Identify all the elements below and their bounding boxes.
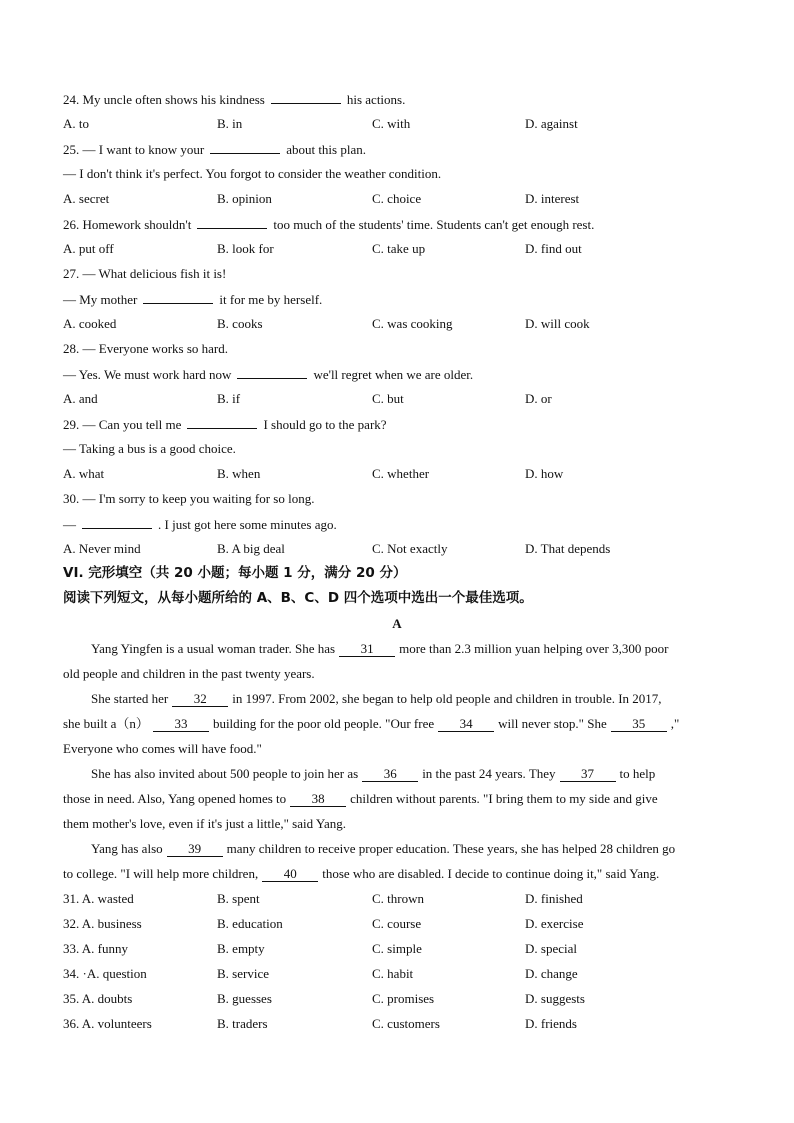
option-a: A. Never mind [63,541,141,556]
passage-line [63,766,751,782]
question-26-stem [63,216,594,232]
blank-33: 33 [153,716,209,732]
passage-text: Yang has also [91,841,163,856]
option-b: B. spent [217,891,260,906]
passage-line: them mother's love, even if it's just a little," said Yang. [63,816,346,831]
option-d: D. against [525,116,578,131]
question-text: 26. Homework shouldn't [63,217,192,232]
question-29-stem [63,416,387,432]
passage-line [63,791,723,807]
passage-text: in 1997. From 2002, she began to help old people and children in trouble. In 2017, [232,691,662,706]
passage-text: She has also invited about 500 people to join her as [91,766,359,781]
blank-39: 39 [167,841,223,857]
question-30-line1: 30. — I'm sorry to keep you waiting for so long. [63,491,315,506]
question-28-stem [63,366,473,382]
option-b: B. guesses [217,991,272,1006]
option-a: 35. A. doubts [63,991,133,1006]
passage-text: in the past 24 years. They [422,766,556,781]
blank-35: 35 [611,716,667,732]
option-d: D. change [525,966,578,981]
blank-31: 31 [339,641,395,657]
question-text: his actions. [346,92,406,107]
answer-blank [210,141,280,154]
option-a: 31. A. wasted [63,891,134,906]
option-b: B. empty [217,941,265,956]
question-text: about this plan. [286,142,366,157]
option-c: C. take up [372,241,426,256]
passage-text: those in need. Also, Yang opened homes to [63,791,287,806]
question-28-line1: 28. — Everyone works so hard. [63,341,228,356]
answer-blank [271,91,341,104]
section-instruction: 阅读下列短文，从每小题所给的 A、B、C、D 四个选项中选出一个最佳选项。 [63,590,533,606]
question-29-reply: — Taking a bus is a good choice. [63,441,236,456]
passage-line [63,841,751,857]
blank-32: 32 [172,691,228,707]
passage-text: she built a（n） [63,716,149,731]
passage-text: ," [670,716,680,731]
option-b: B. in [217,116,243,131]
passage-text: to college. "I will help more children, [63,866,259,881]
passage-line [63,641,751,657]
blank-40: 40 [262,866,318,882]
answer-blank [143,291,213,304]
passage-text: will never stop." She [498,716,607,731]
option-d: D. or [525,391,552,406]
option-d: D. interest [525,191,580,206]
option-b: B. traders [217,1016,268,1031]
question-text: we'll regret when we are older. [313,367,474,382]
question-24-stem [63,91,405,107]
question-text: . I just got here some minutes ago. [158,517,337,532]
option-b: B. cooks [217,316,263,331]
passage-line: Everyone who comes will have food." [63,741,262,756]
passage-text: those who are disabled. I decide to continue doing it," said Yang. [322,866,660,881]
option-a: 32. A. business [63,916,142,931]
passage-line [63,866,723,882]
passage-text: many children to receive proper education. These years, she has helped 28 children go [226,841,676,856]
option-d: D. That depends [525,541,611,556]
option-a: 36. A. volunteers [63,1016,152,1031]
option-b: B. when [217,466,261,481]
passage-text: more than 2.3 million yuan helping over 3,300 poor [399,641,669,656]
passage-text: She started her [91,691,169,706]
section-title: VI. 完形填空（共 20 小题；每小题 1 分，满分 20 分） [63,565,407,581]
question-27-stem [63,291,322,307]
question-text: it for me by herself. [219,292,323,307]
answer-blank [187,416,257,429]
option-a: A. to [63,116,89,131]
question-30-stem [63,516,337,532]
option-a: A. cooked [63,316,117,331]
question-text: — My mother [63,292,138,307]
option-c: C. whether [372,466,430,481]
answer-blank [197,216,267,229]
question-text: 25. — I want to know your [63,142,205,157]
question-27-line1: 27. — What delicious fish it is! [63,266,227,281]
option-b: B. service [217,966,269,981]
option-c: C. thrown [372,891,424,906]
option-a: A. what [63,466,105,481]
option-b: B. A big deal [217,541,285,556]
option-b: B. education [217,916,283,931]
option-c: C. was cooking [372,316,453,331]
option-c: C. simple [372,941,422,956]
option-b: B. if [217,391,241,406]
blank-34: 34 [438,716,494,732]
option-c: C. customers [372,1016,440,1031]
option-d: D. finished [525,891,583,906]
answer-blank [237,366,307,379]
passage-text: children without parents. "I bring them to my side and give [350,791,658,806]
question-text: 29. — Can you tell me [63,417,182,432]
option-c: C. but [372,391,404,406]
option-a: 34. ·A. question [63,966,147,981]
option-c: C. with [372,116,411,131]
passage-label: A [392,616,402,631]
question-text: — Yes. We must work hard now [63,367,232,382]
option-b: B. opinion [217,191,272,206]
question-text: I should go to the park? [263,417,387,432]
option-c: C. Not exactly [372,541,448,556]
option-d: D. how [525,466,564,481]
option-c: C. habit [372,966,414,981]
option-c: C. choice [372,191,422,206]
option-c: C. promises [372,991,435,1006]
option-d: D. will cook [525,316,590,331]
question-text: — [63,517,76,532]
option-d: D. special [525,941,577,956]
passage-text: building for the poor old people. "Our free [212,716,435,731]
passage-line [63,716,723,732]
option-c: C. course [372,916,422,931]
option-d: D. friends [525,1016,577,1031]
passage-line: old people and children in the past twenty years. [63,666,315,681]
question-25-stem [63,141,366,157]
option-a: A. secret [63,191,110,206]
question-25-reply: — I don't think it's perfect. You forgot to consider the weather condition. [63,166,442,181]
blank-38: 38 [290,791,346,807]
option-a: A. put off [63,241,114,256]
option-a: A. and [63,391,98,406]
option-d: D. exercise [525,916,584,931]
answer-blank [82,516,152,529]
option-b: B. look for [217,241,274,256]
passage-text: to help [619,766,656,781]
option-a: 33. A. funny [63,941,128,956]
question-text: 24. My uncle often shows his kindness [63,92,265,107]
question-text: too much of the students' time. Students can't get enough rest. [273,217,595,232]
option-d: D. suggests [525,991,585,1006]
option-d: D. find out [525,241,582,256]
passage-text: Yang Yingfen is a usual woman trader. She has [91,641,336,656]
blank-37: 37 [560,766,616,782]
passage-line [63,691,751,707]
blank-36: 36 [362,766,418,782]
